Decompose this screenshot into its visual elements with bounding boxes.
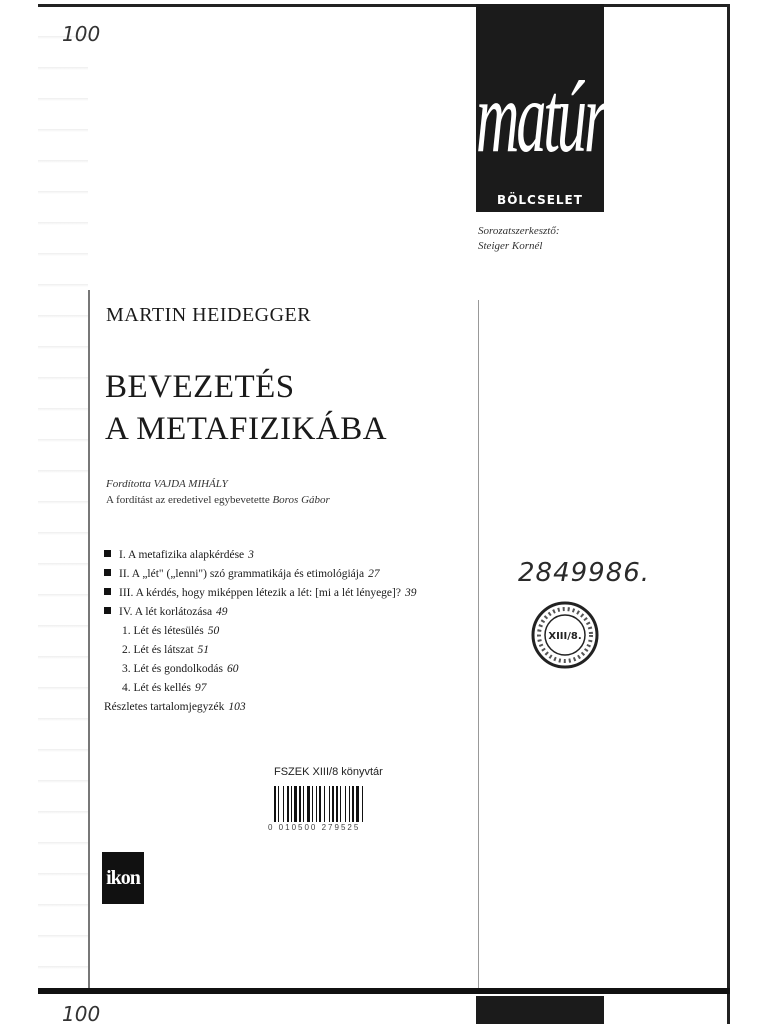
barcode-bar (319, 786, 321, 822)
toc-bullet (104, 588, 111, 595)
author-name: MARTIN HEIDEGGER (106, 304, 312, 326)
toc-entry (104, 584, 484, 603)
book-title (105, 366, 387, 450)
series-editor-name: Steiger Kornél (478, 240, 543, 252)
toc-entry-page: 50 (207, 625, 220, 637)
series-logo (476, 4, 632, 212)
toc-bullet (104, 607, 111, 614)
toc-entry-page: 39 (404, 587, 417, 599)
toc-entry-label: IV. A lét korlátozása (119, 606, 213, 618)
page-top-edge (38, 4, 730, 7)
toc-entry-label: II. A „lét" („lenni") szó grammatikája és etimológiája (119, 568, 365, 580)
toc-entry-page: 49 (216, 606, 228, 618)
toc-entry (104, 622, 484, 641)
barcode-bar (294, 786, 297, 822)
toc-entry-page: 103 (228, 701, 246, 713)
toc-entry-page: 3 (248, 549, 254, 561)
barcode-bar (274, 786, 276, 822)
toc-entry-page: 51 (197, 644, 210, 656)
barcode-bar (336, 786, 338, 822)
credits (106, 476, 330, 508)
barcode-bar (299, 786, 301, 822)
translator-line: Fordította VAJDA MIHÁLY (106, 478, 228, 490)
series-editor (478, 224, 628, 254)
toc-entry-label: 2. Lét és látszat (122, 644, 194, 656)
barcode-bar (324, 786, 325, 822)
series-editor-label: Sorozatszerkesztő: (478, 225, 560, 237)
barcode (274, 786, 406, 822)
toc-entry-label: 1. Lét és létesülés (122, 625, 204, 637)
toc-entry-label: 3. Lét és gondolkodás (122, 663, 223, 675)
comparison-name: Boros Gábor (272, 494, 330, 506)
barcode-bar (278, 786, 279, 822)
book-title-line-2: A METAFIZIKÁBA (105, 411, 388, 447)
next-page-handwritten-note: 100 (62, 1002, 101, 1026)
barcode-bar (316, 786, 317, 822)
toc-entry-page: 27 (368, 568, 380, 580)
toc-entry (104, 679, 484, 698)
toc-entry (104, 565, 484, 584)
toc-entry-label: I. A metafizika alapkérdése (119, 549, 245, 561)
barcode-bar (362, 786, 363, 822)
barcode-number: 0 010500 279525 (268, 823, 361, 832)
toc-entry-page: 60 (226, 663, 239, 675)
next-page-strip (38, 994, 730, 1024)
library-label-text: FSZEK XIII/8 könyvtár (274, 766, 383, 778)
next-page-logo-edge (476, 996, 604, 1024)
toc-entry-label: III. A kérdés, hogy miképpen létezik a lét: [mi a lét lényege]? (119, 587, 401, 599)
stamp-text: XIII/8. (548, 631, 582, 642)
library-barcode-label (250, 752, 440, 842)
barcode-bar (345, 786, 346, 822)
barcode-bar (356, 786, 359, 822)
comparison-prefix: A fordítást az eredetivel egybevetette (106, 494, 270, 506)
toc-entry (104, 641, 484, 660)
page-left-rule (88, 290, 90, 990)
publisher-logo: ikon (102, 852, 144, 904)
toc-entry-page: 97 (194, 682, 207, 694)
barcode-bar (352, 786, 354, 822)
comparison-line (106, 492, 330, 508)
toc-entry (104, 603, 484, 622)
toc-entry (104, 546, 484, 565)
toc-bullet (104, 569, 111, 576)
barcode-bar (287, 786, 289, 822)
scan-margin-texture (38, 8, 88, 988)
toc-entry-label: 4. Lét és kellés (122, 682, 191, 694)
toc-entry (104, 698, 484, 717)
barcode-bar (349, 786, 350, 822)
library-stamp (530, 600, 600, 670)
next-page-right-edge (727, 994, 730, 1024)
page-right-edge (727, 4, 730, 992)
toc-entry-label: Részletes tartalomjegyzék (104, 701, 225, 713)
barcode-bar (303, 786, 304, 822)
series-logo-word: matúra (476, 60, 632, 174)
barcode-bar (340, 786, 341, 822)
handwritten-inventory-number: 2849986. (518, 558, 651, 588)
barcode-bar (307, 786, 310, 822)
handwritten-page-note: 100 (62, 22, 101, 46)
toc-bullet (104, 550, 111, 557)
barcode-bar (312, 786, 313, 822)
barcode-bar (291, 786, 292, 822)
book-title-line-1: BEVEZETÉS (105, 369, 295, 405)
table-of-contents (104, 546, 484, 717)
barcode-bar (332, 786, 334, 822)
barcode-bar (283, 786, 284, 822)
barcode-bar (329, 786, 330, 822)
series-logo-subtitle: BÖLCSELET (497, 193, 583, 207)
toc-entry (104, 660, 484, 679)
